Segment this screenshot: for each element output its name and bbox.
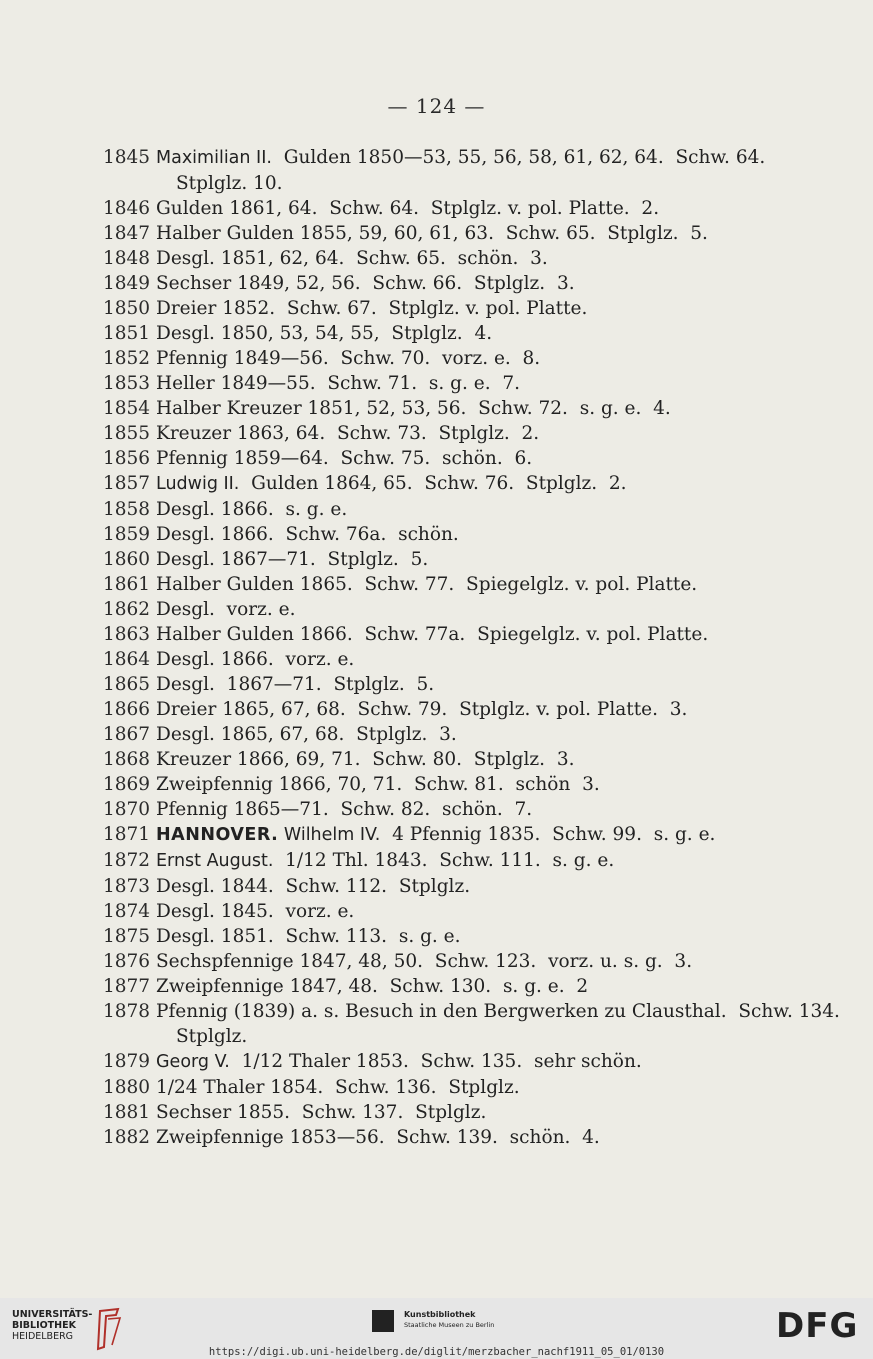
entry-number: 1868 <box>103 749 151 770</box>
catalog-entry <box>103 974 838 999</box>
entry-number: 1847 <box>103 223 151 244</box>
entry-heading: Wilhelm IV. <box>278 825 381 845</box>
entry-text: Desgl. 1845. vorz. e. <box>156 901 355 922</box>
entry-text: Gulden 1850—53, 55, 56, 58, 61, 62, 64. Schw. 64. <box>271 147 766 168</box>
entry-text: Gulden 1864, 65. Schw. 76. Stplglz. 2. <box>239 473 627 494</box>
catalog-entry <box>103 547 838 572</box>
catalog-entry <box>103 949 838 974</box>
entry-number: 1870 <box>103 799 151 820</box>
kb-subtitle: Staatliche Museen zu Berlin <box>404 1321 495 1329</box>
catalog-entry <box>103 572 838 597</box>
kunstbibliothek-square-icon <box>372 1310 394 1332</box>
kunstbibliothek-logo[interactable] <box>372 1308 532 1338</box>
entry-number: 1871 <box>103 824 151 845</box>
catalog-entry <box>103 396 838 421</box>
entry-number: 1860 <box>103 549 151 570</box>
entry-number: 1877 <box>103 976 151 997</box>
catalog-entry <box>103 296 838 321</box>
catalog-entry <box>103 797 838 822</box>
entry-number: 1878 <box>103 1001 151 1022</box>
uni-name-line1: UNIVERSITÄTS- <box>12 1309 93 1320</box>
entry-number: 1866 <box>103 699 151 720</box>
entry-text: Desgl. 1866. s. g. e. <box>156 499 348 520</box>
entry-number: 1881 <box>103 1102 151 1123</box>
entry-text: Sechser 1849, 52, 56. Schw. 66. Stplglz. 3. <box>156 273 575 294</box>
entry-number: 1861 <box>103 574 151 595</box>
kb-name: Kunstbibliothek <box>404 1310 476 1319</box>
entry-text: Halber Gulden 1855, 59, 60, 61, 63. Schw. 65. Stplglz. 5. <box>156 223 708 244</box>
catalog-entry <box>103 371 838 396</box>
catalog-entry <box>103 271 838 296</box>
entry-text: Desgl. vorz. e. <box>156 599 296 620</box>
entry-heading: Ernst August. <box>156 851 274 871</box>
entry-text: Desgl. 1851, 62, 64. Schw. 65. schön. 3. <box>156 248 548 269</box>
catalog-entry <box>103 321 838 346</box>
catalog-entry <box>103 1125 838 1150</box>
catalog-entry <box>103 497 838 522</box>
entry-text: Kreuzer 1863, 64. Schw. 73. Stplglz. 2. <box>156 423 540 444</box>
entry-number: 1851 <box>103 323 151 344</box>
entry-heading: Ludwig II. <box>156 474 240 494</box>
catalog-entries <box>103 145 838 1150</box>
catalog-entry <box>103 446 838 471</box>
entry-text: 4 Pfennig 1835. Schw. 99. s. g. e. <box>380 824 716 845</box>
entry-number: 1876 <box>103 951 151 972</box>
entry-number: 1855 <box>103 423 151 444</box>
entry-text: 1/12 Thl. 1843. Schw. 111. s. g. e. <box>273 850 615 871</box>
catalog-entry <box>103 672 838 697</box>
entry-number: 1857 <box>103 473 151 494</box>
entry-number: 1852 <box>103 348 151 369</box>
entry-number: 1859 <box>103 524 151 545</box>
entry-text: Heller 1849—55. Schw. 71. s. g. e. 7. <box>156 373 520 394</box>
entry-heading: Maximilian II. <box>156 148 272 168</box>
catalog-entry <box>103 874 838 899</box>
catalog-entry <box>103 772 838 797</box>
catalog-entry <box>103 899 838 924</box>
entry-continuation: Stplglz. <box>176 1026 248 1047</box>
entry-text: 1/12 Thaler 1853. Schw. 135. sehr schön. <box>229 1051 642 1072</box>
catalog-entry <box>103 221 838 246</box>
catalog-entry <box>103 196 838 221</box>
catalog-entry <box>103 522 838 547</box>
entry-number: 1858 <box>103 499 151 520</box>
entry-text: Desgl. 1866. Schw. 76a. schön. <box>156 524 459 545</box>
catalog-entry <box>103 822 838 848</box>
entry-text: Halber Gulden 1865. Schw. 77. Spiegelglz. v. pol. Platte. <box>156 574 698 595</box>
entry-text: Desgl. 1850, 53, 54, 55, Stplglz. 4. <box>156 323 493 344</box>
catalog-entry <box>103 697 838 722</box>
entry-text: Desgl. 1866. vorz. e. <box>156 649 355 670</box>
entry-heading: HANNOVER. <box>156 825 279 845</box>
entry-number: 1856 <box>103 448 151 469</box>
entry-number: 1848 <box>103 248 151 269</box>
entry-text: Zweipfennige 1847, 48. Schw. 130. s. g. e. 2 <box>156 976 589 997</box>
catalog-entry <box>103 1075 838 1100</box>
entry-number: 1865 <box>103 674 151 695</box>
entry-number: 1845 <box>103 147 151 168</box>
catalog-entry <box>103 145 838 171</box>
entry-text: Zweipfennige 1853—56. Schw. 139. schön. 4. <box>156 1127 600 1148</box>
catalog-entry <box>103 421 838 446</box>
entry-number: 1863 <box>103 624 151 645</box>
entry-text: Desgl. 1867—71. Stplglz. 5. <box>156 674 435 695</box>
entry-number: 1882 <box>103 1127 151 1148</box>
entry-continuation: Stplglz. 10. <box>176 173 283 194</box>
source-url[interactable]: https://digi.ub.uni-heidelberg.de/diglit/merzbacher_nachf1911_05_01/0130 <box>208 1346 665 1358</box>
entry-text: Halber Gulden 1866. Schw. 77a. Spiegelglz. v. pol. Platte. <box>156 624 709 645</box>
catalog-entry <box>103 471 838 497</box>
catalog-entry <box>103 647 838 672</box>
catalog-entry <box>103 597 838 622</box>
entry-text: Pfennig 1859—64. Schw. 75. schön. 6. <box>156 448 533 469</box>
catalog-entry <box>103 246 838 271</box>
entry-text: Desgl. 1851. Schw. 113. s. g. e. <box>156 926 461 947</box>
catalog-entry <box>103 346 838 371</box>
entry-text: Pfennig (1839) a. s. Besuch in den Bergwerken zu Clausthal. Schw. 134. <box>156 1001 840 1022</box>
entry-text: Dreier 1865, 67, 68. Schw. 79. Stplglz. v. pol. Platte. 3. <box>156 699 688 720</box>
catalog-entry <box>103 999 838 1024</box>
entry-text: Pfennig 1865—71. Schw. 82. schön. 7. <box>156 799 533 820</box>
entry-text: Desgl. 1867—71. Stplglz. 5. <box>156 549 429 570</box>
catalog-entry <box>103 924 838 949</box>
catalog-entry <box>103 747 838 772</box>
entry-number: 1869 <box>103 774 151 795</box>
entry-text: Sechser 1855. Schw. 137. Stplglz. <box>156 1102 487 1123</box>
entry-text: Zweipfennig 1866, 70, 71. Schw. 81. schön 3. <box>156 774 600 795</box>
uni-name-line2: BIBLIOTHEK <box>12 1320 76 1331</box>
entry-number: 1875 <box>103 926 151 947</box>
entry-number: 1850 <box>103 298 151 319</box>
entry-text: Desgl. 1844. Schw. 112. Stplglz. <box>156 876 471 897</box>
catalog-entry <box>103 1100 838 1125</box>
entry-number: 1880 <box>103 1077 151 1098</box>
entry-text: Pfennig 1849—56. Schw. 70. vorz. e. 8. <box>156 348 541 369</box>
entry-number: 1873 <box>103 876 151 897</box>
entry-text: Kreuzer 1866, 69, 71. Schw. 80. Stplglz. 3. <box>156 749 575 770</box>
entry-number: 1854 <box>103 398 151 419</box>
catalog-entry <box>103 622 838 647</box>
catalog-entry <box>103 722 838 747</box>
entry-text: Halber Kreuzer 1851, 52, 53, 56. Schw. 72. s. g. e. 4. <box>156 398 671 419</box>
heidelberg-mark-icon <box>94 1307 124 1351</box>
entry-number: 1846 <box>103 198 151 219</box>
university-library-logo[interactable] <box>12 1307 132 1351</box>
entry-text: Desgl. 1865, 67, 68. Stplglz. 3. <box>156 724 457 745</box>
entry-number: 1872 <box>103 850 151 871</box>
entry-number: 1849 <box>103 273 151 294</box>
entry-number: 1867 <box>103 724 151 745</box>
entry-number: 1864 <box>103 649 151 670</box>
entry-number: 1874 <box>103 901 151 922</box>
entry-text: Sechspfennige 1847, 48, 50. Schw. 123. vorz. u. s. g. 3. <box>156 951 693 972</box>
entry-text: Dreier 1852. Schw. 67. Stplglz. v. pol. Platte. <box>156 298 588 319</box>
entry-number: 1879 <box>103 1051 151 1072</box>
entry-heading: Georg V. <box>156 1052 230 1072</box>
page-number: — 124 — <box>387 94 486 118</box>
entry-number: 1862 <box>103 599 151 620</box>
catalog-entry <box>103 1049 838 1075</box>
entry-number: 1853 <box>103 373 151 394</box>
catalog-entry <box>103 848 838 874</box>
dfg-logo[interactable]: DFG <box>776 1306 859 1346</box>
entry-text: Gulden 1861, 64. Schw. 64. Stplglz. v. pol. Platte. 2. <box>156 198 660 219</box>
uni-name-line3: HEIDELBERG <box>12 1331 74 1342</box>
entry-text: 1/24 Thaler 1854. Schw. 136. Stplglz. <box>156 1077 520 1098</box>
